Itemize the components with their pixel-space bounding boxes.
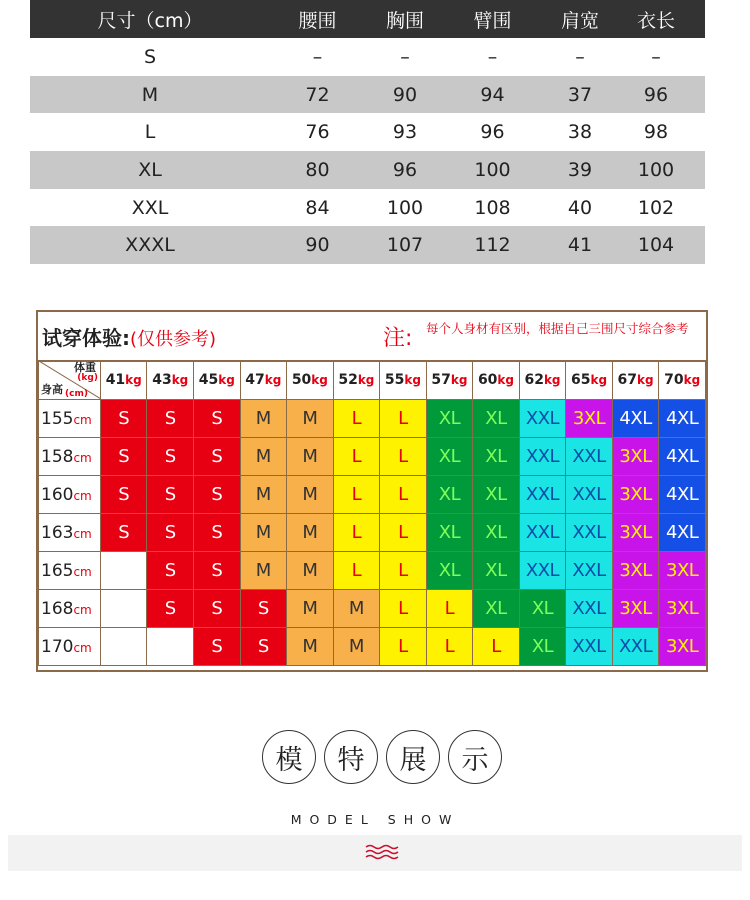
fit-cell: S — [194, 514, 241, 552]
height-header — [39, 400, 101, 438]
fit-cell: 4XL — [659, 476, 706, 514]
fit-cell: XXL — [566, 628, 613, 666]
size-label: L — [144, 121, 156, 144]
size-label: XL — [138, 158, 162, 181]
fit-cell: L — [380, 514, 427, 552]
size-value: 112 — [474, 234, 511, 257]
weight-header — [519, 361, 566, 400]
model-show-char: 模 — [262, 730, 316, 784]
header-size: 尺寸（cm） — [97, 9, 203, 32]
weight-axis-label: 体重 — [73, 361, 96, 374]
size-label: M — [141, 83, 159, 106]
weight-value: 45 — [198, 372, 219, 388]
weight-value: 57 — [431, 372, 451, 388]
weight-header — [147, 361, 194, 400]
note-text: 每个人身材有区别，根据自己三围尺寸综合参考 — [426, 321, 689, 336]
size-value: – — [651, 45, 661, 68]
fit-cell: S — [147, 400, 194, 438]
size-value: 107 — [386, 234, 424, 257]
height-value: 165 — [41, 560, 74, 581]
fit-cell: S — [147, 514, 194, 552]
fit-cell: XL — [473, 400, 520, 438]
fitting-chart — [36, 310, 708, 672]
height-unit: cm — [73, 450, 92, 465]
weight-unit: kg — [357, 373, 375, 387]
size-row — [30, 189, 705, 227]
size-table-header — [30, 0, 705, 38]
size-value: 80 — [305, 158, 330, 181]
weight-unit: kg — [311, 373, 328, 387]
weight-header — [240, 361, 287, 400]
fit-cell: XL — [473, 514, 520, 552]
fit-cell: XXL — [566, 514, 613, 552]
size-label: XXXL — [125, 234, 175, 257]
size-table — [30, 0, 705, 264]
height-unit: cm — [73, 526, 92, 541]
fit-cell: S — [240, 628, 287, 666]
fit-cell: XL — [519, 590, 566, 628]
weight-header — [287, 361, 334, 400]
size-row — [30, 151, 705, 189]
fit-cell: S — [100, 438, 147, 476]
weight-unit: kg — [683, 373, 701, 387]
height-value: 160 — [41, 484, 74, 505]
size-value: 39 — [567, 158, 593, 181]
weight-value: 50 — [291, 372, 312, 388]
header-shoulder: 肩宽 — [560, 9, 599, 32]
fit-cell: L — [380, 476, 427, 514]
weight-header — [194, 361, 241, 400]
fit-cell: S — [147, 476, 194, 514]
fit-cell: L — [380, 628, 427, 666]
fit-cell: XL — [473, 552, 520, 590]
fit-cell: M — [240, 476, 287, 514]
fit-cell: L — [426, 628, 473, 666]
fit-cell: XXL — [519, 514, 566, 552]
size-value: 84 — [305, 196, 330, 219]
fit-cell: 4XL — [659, 514, 706, 552]
fit-cell: 3XL — [566, 400, 613, 438]
fit-cell: L — [380, 590, 427, 628]
weight-value: 55 — [384, 372, 405, 388]
fit-cell: XXL — [519, 400, 566, 438]
size-row — [30, 113, 705, 151]
fit-cell: M — [287, 552, 334, 590]
fit-cell: XXL — [566, 552, 613, 590]
size-value: 38 — [567, 121, 593, 144]
size-value: 76 — [305, 121, 330, 144]
fit-cell: XL — [426, 476, 473, 514]
model-show-char: 特 — [324, 730, 378, 784]
weight-header — [659, 361, 706, 400]
height-value: 155 — [41, 408, 74, 429]
size-row — [30, 38, 705, 76]
fit-cell: XXL — [566, 476, 613, 514]
fit-cell: 4XL — [612, 400, 659, 438]
size-value: 104 — [637, 234, 675, 257]
fit-cell: M — [287, 590, 334, 628]
size-value: 96 — [480, 121, 505, 144]
fit-cell: M — [240, 514, 287, 552]
fit-cell: M — [240, 400, 287, 438]
height-unit: cm — [73, 602, 92, 617]
size-value: 100 — [386, 196, 424, 219]
header-length: 衣长 — [636, 9, 675, 32]
size-row — [30, 76, 705, 114]
fit-cell: XXL — [519, 476, 566, 514]
size-value: – — [312, 45, 323, 68]
fit-cell: XXL — [612, 628, 659, 666]
weight-value: 60 — [477, 372, 498, 388]
height-value: 158 — [41, 446, 74, 467]
fit-cell: XL — [426, 552, 473, 590]
fit-cell: L — [380, 552, 427, 590]
wave-icon — [364, 843, 404, 867]
size-value: 94 — [480, 83, 505, 106]
fit-cell: L — [333, 514, 380, 552]
fit-cell: 3XL — [612, 552, 659, 590]
size-label: XXL — [131, 196, 169, 219]
height-unit: cm — [73, 640, 92, 655]
model-show-title — [262, 730, 502, 784]
height-header — [39, 628, 101, 666]
fit-cell: XL — [519, 628, 566, 666]
weight-header — [100, 361, 147, 400]
height-header — [39, 438, 101, 476]
fit-cell: M — [240, 438, 287, 476]
size-label: S — [143, 45, 157, 68]
fit-cell: L — [333, 438, 380, 476]
fit-cell: XL — [426, 514, 473, 552]
size-value: 72 — [305, 83, 330, 106]
fit-cell: S — [194, 552, 241, 590]
size-value: – — [575, 45, 585, 68]
weight-unit: kg — [590, 373, 608, 387]
size-value: 108 — [474, 196, 511, 219]
size-value: – — [487, 45, 498, 68]
fit-cell: XL — [473, 438, 520, 476]
weight-unit: kg — [497, 373, 514, 387]
fit-cell: S — [240, 590, 287, 628]
height-value: 170 — [41, 636, 74, 657]
weight-header — [473, 361, 520, 400]
fit-cell: M — [240, 552, 287, 590]
height-value: 163 — [41, 522, 74, 543]
fit-cell: S — [194, 476, 241, 514]
size-value: 102 — [637, 196, 675, 219]
fit-cell: 3XL — [659, 628, 706, 666]
height-unit: cm — [73, 488, 92, 503]
fit-cell: S — [147, 552, 194, 590]
fit-cell: L — [380, 438, 427, 476]
fitting-header — [38, 312, 706, 362]
height-axis-label: 身高 — [41, 383, 63, 396]
fit-cell: L — [333, 476, 380, 514]
fit-cell: XL — [426, 400, 473, 438]
fit-cell: 4XL — [659, 438, 706, 476]
header-waist: 腰围 — [298, 9, 337, 32]
fit-cell: M — [287, 400, 334, 438]
fit-cell: M — [287, 438, 334, 476]
fit-cell: L — [426, 590, 473, 628]
fitting-title-note: (仅供参考) — [130, 329, 217, 350]
size-value: 100 — [474, 158, 511, 181]
height-header — [39, 590, 101, 628]
weight-value: 70 — [664, 372, 684, 388]
weight-header — [566, 361, 613, 400]
size-value: 100 — [637, 158, 675, 181]
fit-cell — [100, 628, 147, 666]
size-value: 90 — [392, 83, 418, 106]
fit-cell: XXL — [519, 438, 566, 476]
fit-cell — [100, 590, 147, 628]
height-value: 168 — [41, 598, 74, 619]
fitting-grid — [38, 360, 706, 666]
fit-cell: L — [333, 400, 380, 438]
fit-cell: XL — [473, 476, 520, 514]
size-value: 41 — [567, 234, 593, 257]
fit-cell: XXL — [566, 590, 613, 628]
model-show-section — [0, 730, 750, 800]
header-chest: 胸围 — [385, 9, 424, 32]
fit-cell: S — [100, 514, 147, 552]
fit-cell: M — [287, 476, 334, 514]
fit-cell: L — [380, 400, 427, 438]
weight-value: 65 — [571, 372, 591, 388]
size-value: 96 — [392, 158, 418, 181]
height-header — [39, 514, 101, 552]
fit-cell: S — [147, 590, 194, 628]
height-header — [39, 552, 101, 590]
weight-value: 52 — [338, 372, 358, 388]
fit-cell: S — [194, 400, 241, 438]
fit-cell: S — [100, 476, 147, 514]
weight-axis-unit: (kg) — [77, 373, 98, 383]
fit-cell: XXL — [566, 438, 613, 476]
fit-cell: XL — [473, 590, 520, 628]
height-unit: cm — [73, 412, 92, 427]
fit-cell: S — [147, 438, 194, 476]
height-unit: cm — [73, 564, 92, 579]
weight-value: 67 — [617, 372, 638, 388]
weight-header — [426, 361, 473, 400]
fit-cell — [100, 552, 147, 590]
size-row — [30, 226, 705, 264]
fit-cell — [147, 628, 194, 666]
fit-cell: S — [194, 438, 241, 476]
fit-cell: S — [194, 628, 241, 666]
fit-cell: L — [473, 628, 520, 666]
weight-value: 41 — [105, 372, 126, 388]
size-value: 40 — [567, 196, 593, 219]
weight-header — [612, 361, 659, 400]
weight-value: 47 — [245, 372, 265, 388]
size-value: 90 — [305, 234, 330, 257]
weight-unit: kg — [637, 373, 654, 387]
weight-unit: kg — [543, 373, 561, 387]
weight-unit: kg — [171, 373, 189, 387]
weight-header — [333, 361, 380, 400]
fit-cell: M — [333, 628, 380, 666]
size-value: – — [400, 45, 410, 68]
fit-cell: M — [287, 628, 334, 666]
fit-cell: 3XL — [612, 514, 659, 552]
fit-cell: M — [333, 590, 380, 628]
fit-cell: XXL — [519, 552, 566, 590]
weight-unit: kg — [404, 373, 421, 387]
fit-cell: 3XL — [612, 590, 659, 628]
size-value: 37 — [567, 83, 593, 106]
fit-cell: 3XL — [659, 552, 706, 590]
weight-unit: kg — [218, 373, 235, 387]
fit-cell: L — [333, 552, 380, 590]
fit-cell: S — [194, 590, 241, 628]
fit-cell: 3XL — [612, 476, 659, 514]
weight-unit: kg — [450, 373, 468, 387]
size-value: 93 — [392, 121, 418, 144]
fit-cell: 4XL — [659, 400, 706, 438]
fit-cell: 3XL — [612, 438, 659, 476]
weight-value: 62 — [524, 372, 544, 388]
height-axis-unit: (cm) — [65, 389, 88, 399]
corner-cell — [39, 361, 101, 400]
weight-unit: kg — [264, 373, 282, 387]
model-show-char: 示 — [448, 730, 502, 784]
size-value: 98 — [643, 121, 669, 144]
fitting-title — [42, 322, 216, 351]
header-arm: 臂围 — [473, 9, 512, 32]
size-value: 96 — [643, 83, 669, 106]
weight-unit: kg — [125, 373, 142, 387]
height-header — [39, 476, 101, 514]
model-show-char: 展 — [386, 730, 440, 784]
weight-header — [380, 361, 427, 400]
fit-cell: XL — [426, 438, 473, 476]
fit-cell: S — [100, 400, 147, 438]
fitting-title-text: 试穿体验: — [42, 326, 130, 350]
fit-cell: M — [287, 514, 334, 552]
model-show-subtitle: MODEL SHOW — [290, 812, 460, 827]
weight-value: 43 — [152, 372, 172, 388]
note-mark: 注: — [383, 326, 413, 351]
fit-cell: 3XL — [659, 590, 706, 628]
